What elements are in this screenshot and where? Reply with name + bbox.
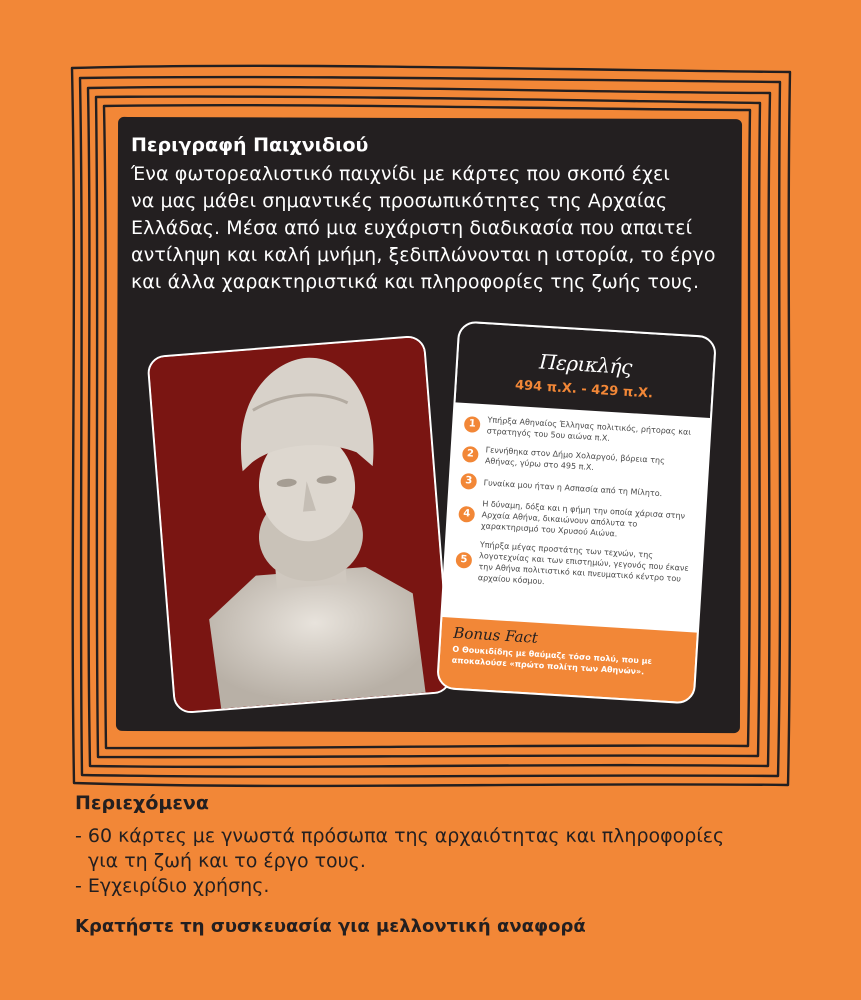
fact-text: Υπήρξα Αθηναίος Έλληνας πολιτικός, ρήτορας και στρατηγός του 5ου αιώνα π.Χ.	[486, 415, 692, 443]
portrait-card	[146, 335, 452, 715]
bonus-fact-box	[438, 617, 697, 702]
bonus-title: Bonus Fact	[452, 623, 539, 647]
description-title: Περιγραφή Παιχνιδιού	[131, 134, 369, 156]
description-line: και άλλα χαρακτηριστικά και πληροφορίες της ζωής τους.	[131, 271, 700, 293]
number-badge: 4	[458, 505, 475, 522]
contents-list	[75, 824, 724, 899]
fact-item	[458, 497, 697, 544]
bonus-text: Ο Θουκιδίδης με θαύμαζε τόσο πολύ, που με αποκαλούσε «πρώτο πολίτη των Αθηνών».	[451, 644, 653, 677]
description-line: να μας μάθει σημαντικές προσωπικότητες της Αρχαίας	[131, 190, 668, 212]
description-body	[131, 161, 751, 296]
description-line: Ελλάδας. Μέσα από μια ευχάριστη διαδικασία που απαιτεί	[131, 217, 693, 239]
number-badge: 3	[460, 473, 477, 490]
description-line: αντίληψη και καλή μνήμη, ξεδιπλώνονται η ιστορία, το έργο	[131, 244, 716, 266]
description-line: Ένα φωτορεαλιστικό παιχνίδι με κάρτες που σκοπό έχει	[131, 163, 670, 185]
fact-text: Γυναίκα μου ήταν η Ασπασία από τη Μίλητο.	[483, 477, 663, 498]
contents-item: - 60 κάρτες με γνωστά πρόσωπα της αρχαιότητας και πληροφορίες	[75, 825, 725, 847]
fact-item	[455, 538, 694, 596]
pericles-bust-image	[148, 337, 450, 712]
fact-text: Γεννήθηκα στον Δήμο Χολαργού, βόρεια της Αθήνας, γύρω στο 495 π.Χ.	[484, 445, 666, 472]
number-badge: 2	[462, 446, 479, 463]
card-header	[455, 323, 714, 418]
contents-item: - Εγχειρίδιο χρήσης.	[75, 875, 270, 897]
fact-text: Υπήρξα μέγας προστάτης των τεχνών, της λογοτεχνίας και των επιστημών, γεγονός που έκανε την Αθήνα πολιτιστικό και πνευματικό κέντρο του αρχαίου κόσμου.	[477, 540, 689, 587]
fact-item	[464, 413, 702, 449]
facts-list	[445, 402, 710, 596]
number-badge: 1	[464, 416, 481, 433]
contents-title: Περιεχόμενα	[75, 792, 209, 814]
keep-packaging-note: Κρατήστε τη συσκευασία για μελλοντική αναφορά	[75, 916, 586, 937]
contents-item-continuation: για τη ζωή και το έργο τους.	[88, 850, 366, 872]
fact-text: Η δύναμη, δόξα και η φήμη την οποία χάρισα στην Αρχαία Αθήνα, δικαιώνουν απόλυτα το χαρακτηρισμό του Χρυσού Αιώνα.	[480, 499, 686, 539]
fact-item	[462, 443, 700, 479]
card-dates: 494 π.Χ. - 429 π.Χ.	[514, 378, 654, 402]
card-name: Περικλής	[538, 349, 633, 380]
info-card	[436, 320, 717, 704]
number-badge: 5	[455, 552, 472, 569]
